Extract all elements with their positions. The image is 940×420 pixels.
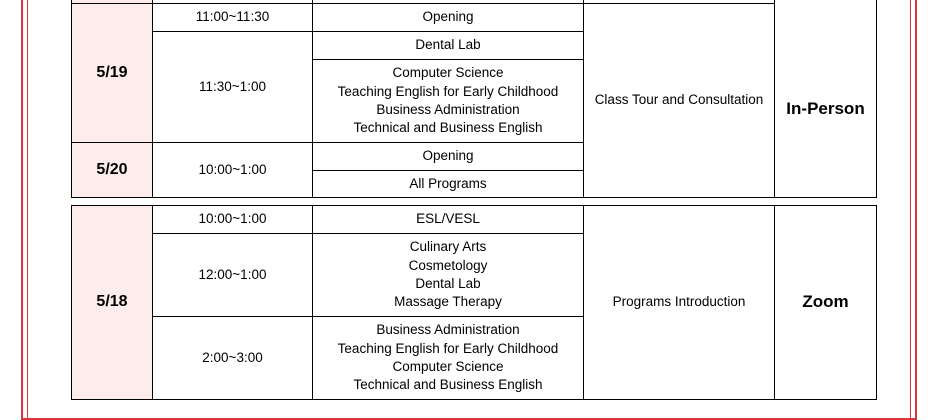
time-label: 12:00~1:00 (198, 266, 267, 282)
time-label: 11:30~1:00 (199, 78, 266, 94)
mode-label: Zoom (802, 292, 849, 312)
event-label: Computer Science (392, 359, 504, 374)
event-label: Technical and Business English (353, 377, 543, 393)
time-label: 2:00~3:00 (202, 349, 263, 365)
event-label: ESL/VESL (416, 211, 480, 227)
event-label: Teaching English for Early Childhood (337, 340, 559, 356)
event-cell (313, 234, 584, 317)
event-label: Culinary Arts (409, 239, 487, 255)
date-cell (72, 143, 153, 198)
activity-cell (584, 206, 775, 400)
event-cell (313, 60, 584, 143)
event-label: Opening (422, 148, 474, 164)
event-cell (313, 143, 584, 171)
time-cell (153, 4, 313, 32)
event-label: Opening (422, 9, 474, 25)
time-cell (153, 206, 313, 234)
in-person-schedule-table (71, 0, 877, 198)
date-label: 5/19 (96, 63, 128, 81)
time-cell (153, 143, 313, 198)
mode-cell-in-person (775, 0, 877, 198)
time-cell (153, 234, 313, 317)
event-cell (313, 32, 584, 60)
date-label: 5/18 (96, 293, 128, 311)
activity-label: Class Tour and Consultation (594, 92, 764, 108)
event-cell (313, 171, 584, 198)
mode-label: In-Person (786, 99, 865, 119)
time-label: 10:00~1:00 (198, 161, 267, 177)
date-cell (72, 206, 153, 400)
activity-cell (584, 4, 775, 198)
mode-cell-zoom (775, 206, 877, 400)
table-row (72, 4, 877, 32)
time-cell (153, 32, 313, 143)
event-cell (313, 4, 584, 32)
event-label: Business Administration (376, 322, 520, 338)
time-label: 10:00~1:00 (198, 211, 267, 227)
date-label: 5/20 (96, 160, 128, 178)
event-label: Dental Lab (415, 276, 481, 291)
event-label: Dental Lab (415, 37, 481, 53)
event-cell (313, 317, 584, 400)
event-label: Massage Therapy (394, 294, 502, 310)
event-label: Business Administration (376, 102, 520, 117)
zoom-schedule-table (71, 205, 877, 400)
event-cell (313, 206, 584, 234)
event-label: Cosmetology (408, 257, 488, 273)
event-label: Computer Science (392, 65, 504, 81)
time-cell (153, 317, 313, 400)
table-row (72, 206, 877, 234)
event-label: All Programs (409, 175, 487, 191)
event-label: Teaching English for Early Childhood (337, 83, 559, 99)
activity-label: Programs Introduction (612, 294, 746, 310)
time-label: 11:00~11:30 (195, 9, 270, 25)
date-cell (72, 4, 153, 143)
event-label: Technical and Business English (353, 120, 543, 136)
